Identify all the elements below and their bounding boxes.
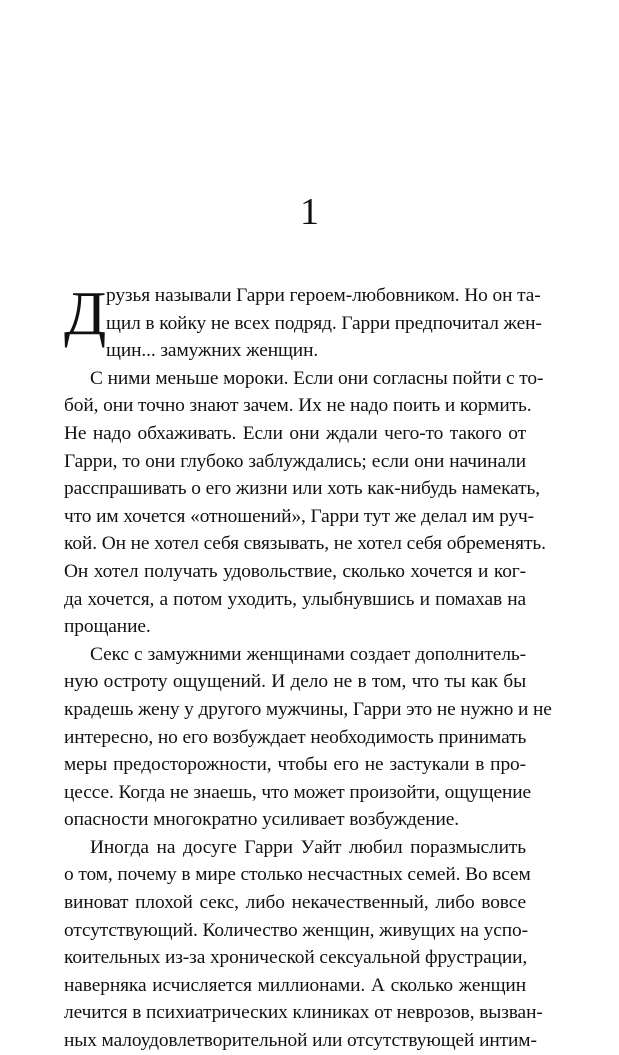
text-line: расспрашивать о его жизни или хоть как-нибудь намекать,: [64, 478, 540, 500]
text-line: интересно, но его возбуждает необходимость принимать: [64, 726, 527, 748]
text-line: Не надо обхаживать. Если они ждали чего-то такого от: [64, 422, 526, 444]
chapter-number: 1: [300, 191, 319, 233]
text-line: цессе. Когда не знаешь, что может произойти, ощущение: [64, 781, 532, 803]
text-line: отсутствующий. Количество женщин, живущих на успо-: [64, 919, 528, 941]
text-line: Гарри, то они глубоко заблуждались; если они начинали: [64, 450, 526, 472]
drop-cap: Д: [64, 280, 107, 348]
text-line: что им хочется «отношений», Гарри тут же делал им руч-: [64, 505, 535, 527]
text-line: лечится в психиатрических клиниках от неврозов, вызван-: [64, 1002, 543, 1024]
text-line: щил в койку не всех подряд. Гарри предпочитал жен-: [106, 312, 542, 334]
text-line: меры предосторожности, чтобы его не застукали в про-: [64, 754, 526, 776]
text-line: о том, почему в мире столько несчастных семей. Во всем: [64, 864, 531, 886]
text-line: крадешь жену у другого мужчины, Гарри это не нужно и не: [64, 698, 552, 720]
text-line: прощание.: [64, 616, 151, 638]
text-line: наверняка исчисляется миллионами. А сколько женщин: [64, 974, 526, 996]
text-line: виноват плохой секс, либо некачественный, либо вовсе: [64, 892, 526, 914]
text-line: рузья называли Гарри героем-любовником. Но он та-: [106, 285, 541, 306]
text-line: бой, они точно знают зачем. Их не надо поить и кормить.: [64, 395, 532, 417]
body-text: [64, 282, 552, 1055]
text-line: Секс с замужними женщинами создает дополнитель-: [90, 643, 526, 665]
text-line: Он хотел получать удовольствие, сколько хочется и ког-: [64, 560, 526, 582]
text-line: коительных из-за хронической сексуальной фрустрации,: [64, 947, 528, 969]
text-line: да хочется, а потом уходить, улыбнувшись и помахав на: [64, 588, 526, 610]
text-line: щин... замужних женщин.: [106, 340, 319, 362]
text-line: Иногда на досуге Гарри Уайт любил поразмыслить: [90, 836, 526, 858]
text-line: опасности многократно усиливает возбуждение.: [64, 809, 460, 831]
text-line: ных малоудовлетворительной или отсутствующей интим-: [64, 1030, 537, 1052]
text-line: С ними меньше мороки. Если они согласны пойти с то-: [90, 367, 544, 389]
text-line: ную остроту ощущений. И дело не в том, что ты как бы: [64, 671, 526, 693]
text-line: кой. Он не хотел себя связывать, не хотел себя обременять.: [64, 533, 546, 555]
